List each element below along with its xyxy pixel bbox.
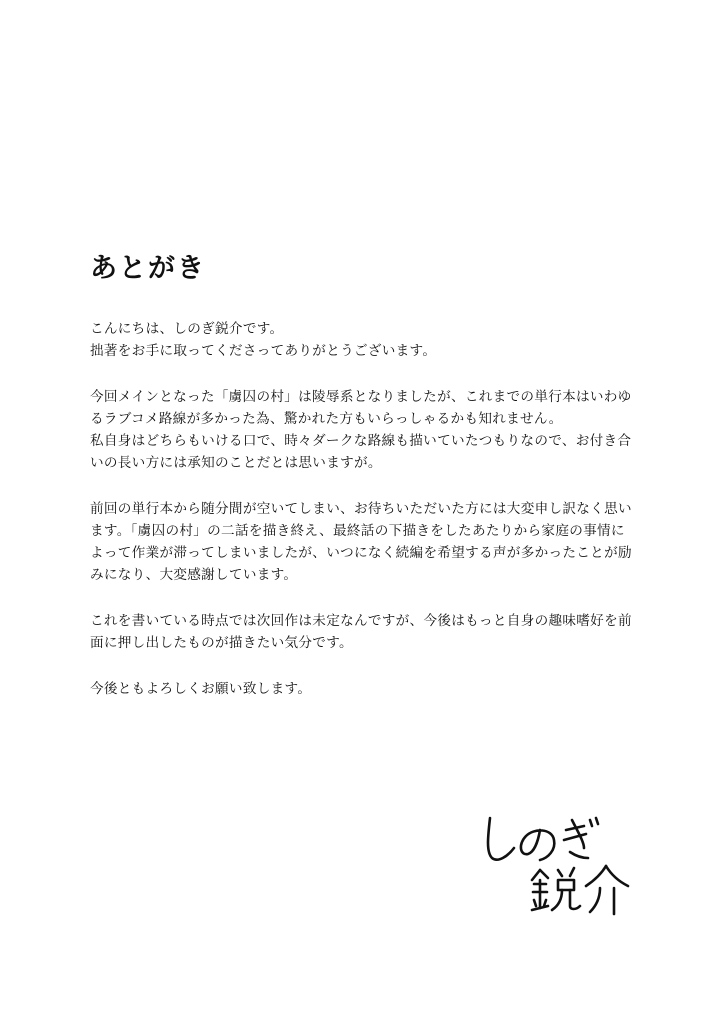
text-line: 今後ともよろしくお願い致します。 xyxy=(90,681,312,697)
text-line: これを書いている時点では次回作は未定なんですが、今後はもっと自身の趣味嗜好を前 xyxy=(90,613,632,629)
text-line: るラブコメ路線が多かった為、驚かれた方もいらっしゃるかも知れません。 xyxy=(90,411,563,427)
text-line: 面に押し出したものが描きたい気分です。 xyxy=(90,635,353,651)
page-title: あとがき xyxy=(90,253,206,284)
text-line: いの長い方には承知のことだとは思いますが。 xyxy=(90,455,382,471)
text-line: みになり、大変感謝しています。 xyxy=(90,567,298,583)
text-line: 拙著をお手に取ってくださってありがとうございます。 xyxy=(90,343,437,359)
paragraph xyxy=(90,678,638,700)
text-line: 私自身はどちらもいける口で、時々ダークな路線も描いていたつもりなので、お付き合 xyxy=(90,433,632,449)
paragraph xyxy=(90,386,638,474)
paragraph xyxy=(90,610,638,654)
text-line: ます。「虜囚の村」の二話を描き終え、最終話の下描きをしたあたりから家庭の事情に xyxy=(90,523,625,539)
handwritten-signature-icon xyxy=(478,808,648,918)
afterword-body xyxy=(90,318,638,724)
paragraph xyxy=(90,318,638,362)
text-line: よって作業が滞ってしまいましたが、いつになく続編を希望する声が多かったことが励 xyxy=(90,545,632,561)
paragraph xyxy=(90,498,638,586)
text-line: 前回の単行本から随分間が空いてしまい、お待ちいただいた方には大変申し訳なく思い xyxy=(90,501,632,517)
text-line: 今回メインとなった「虜囚の村」は陵辱系となりましたが、これまでの単行本はいわゆ xyxy=(90,389,632,405)
text-line: こんにちは、しのぎ鋭介です。 xyxy=(90,321,284,337)
